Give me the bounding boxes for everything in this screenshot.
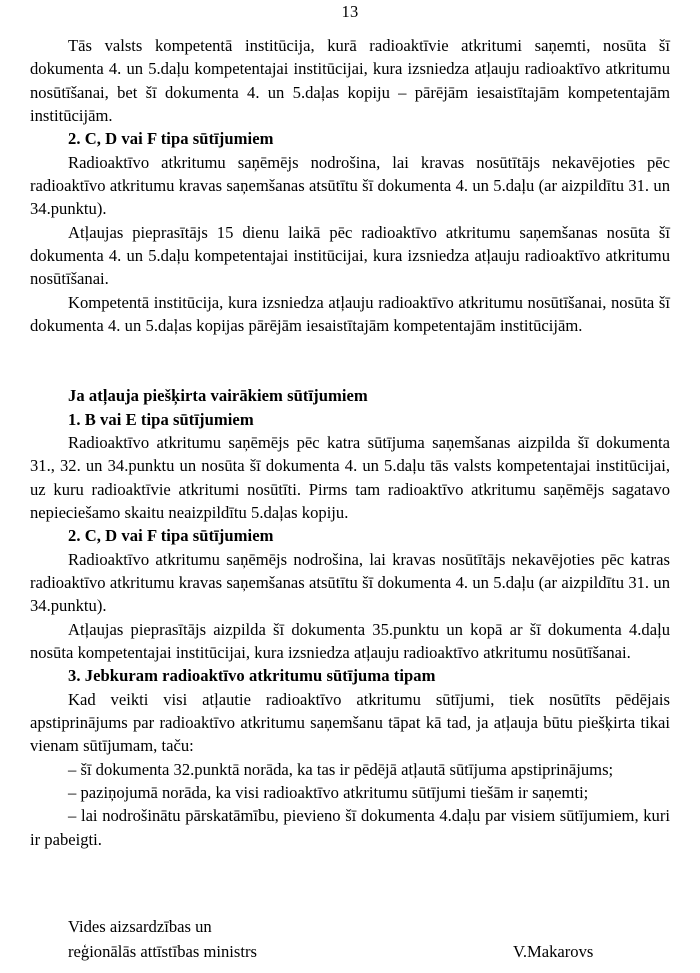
paragraph: Radioaktīvo atkritumu saņēmējs pēc katra sūtījuma saņemšanas aizpilda šī dokumenta 31., 32. un 34.punktu un nosūta šī dokumenta 4. un 5.daļu tās valsts kompetentajai institūcijai, uz kuru radioaktīvie atkritumi nosūtīti. Pirms tam radioaktīvo atkritumu saņēmējs sagatavo nepieciešamo skaitu neaizpildītu 5.daļas kopiju.: [30, 432, 670, 522]
section-heading: Ja atļauja piešķirta vairākiem sūtījumiem: [68, 386, 368, 406]
section-spacer: [30, 337, 670, 360]
signatory-title-text: Vides aizsardzības un: [68, 917, 212, 936]
paragraph: Atļaujas pieprasītājs 15 dienu laikā pēc radioaktīvo atkritumu saņemšanas nosūta šī dokumenta 4. un 5.daļu kompetentajai institūcijai, kura izsniedza atļauju radioaktīvo atkritumu nosūtīšanai.: [30, 222, 670, 289]
section-heading: 2. C, D vai F tipa sūtījumiem: [68, 129, 274, 149]
signatory-name: V.Makarovs: [513, 942, 594, 961]
paragraph: Kompetentā institūcija, kura izsniedza atļauju radioaktīvo atkritumu nosūtīšanai, nosūta šī dokumenta 4. un 5.daļas kopijas pārējām iesaistītajām kompetentajām institūcijām.: [30, 292, 670, 336]
section-heading: 1. B vai E tipa sūtījumiem: [68, 409, 254, 429]
paragraph: Tās valsts kompetentā institūcija, kurā radioaktīvie atkritumi saņemti, nosūta šī dokumenta 4. un 5.daļu kompetentajai institūcijai, kura izsniedza atļauju radioaktīvo atkritumu nosūtīšanai, bet šī dokumenta 4. un 5.daļas kopiju – pārējām iesaistītajām kompetentajām institūcijām.: [30, 36, 670, 126]
signatory-title-line-1: [68, 914, 668, 939]
section-heading: 3. Jebkuram radioaktīvo atkritumu sūtījuma tipam: [68, 666, 436, 686]
paragraph: Kad veikti visi atļautie radioaktīvo atkritumu sūtījumi, tiek nosūtīts pēdējais apstiprinājums par radioaktīvo atkritumu saņemšanu tāpat kā tad, ja atļauja būtu piešķirta tikai vienam sūtījumam, taču:: [30, 689, 670, 756]
dash-list-item: – šī dokumenta 32.punktā norāda, ka tas ir pēdējā atļautā sūtījuma apstiprinājums;: [68, 759, 614, 779]
dash-list-item: – lai nodrošinātu pārskatāmību, pievieno šī dokumenta 4.daļu par visiem sūtījumiem, kuri ir pabeigti.: [30, 806, 670, 849]
document-body: [30, 34, 670, 851]
signature-block: [68, 914, 668, 964]
page-number: 13: [341, 2, 359, 21]
signatory-title-line-2: [68, 939, 668, 964]
paragraph: Atļaujas pieprasītājs aizpilda šī dokumenta 35.punktu un kopā ar šī dokumenta 4.daļu nosūta kompetentajai institūcijai, kura izsniedza atļauju radioaktīvo atkritumu nosūtīšanai.: [30, 619, 670, 663]
signatory-title-text: reģionālās attīstības ministrs: [68, 942, 257, 961]
paragraph: Radioaktīvo atkritumu saņēmējs nodrošina, lai kravas nosūtītājs nekavējoties pēc katras radioaktīvo atkritumu kravas saņemšanas atsūtītu šī dokumenta 4. un 5.daļu (ar aizpildītu 31. un 34.punktu).: [30, 549, 670, 616]
section-heading: 2. C, D vai F tipa sūtījumiem: [68, 526, 274, 546]
dash-list-item: – paziņojumā norāda, ka visi radioaktīvo atkritumu sūtījumi tiešām ir saņemti;: [68, 783, 589, 803]
paragraph: Radioaktīvo atkritumu saņēmējs nodrošina, lai kravas nosūtītājs nekavējoties pēc radioaktīvo atkritumu kravas saņemšanas atsūtītu šī dokumenta 4. un 5.daļu (ar aizpildītu 31. un 34.punktu).: [30, 152, 670, 219]
section-spacer: [30, 361, 670, 384]
